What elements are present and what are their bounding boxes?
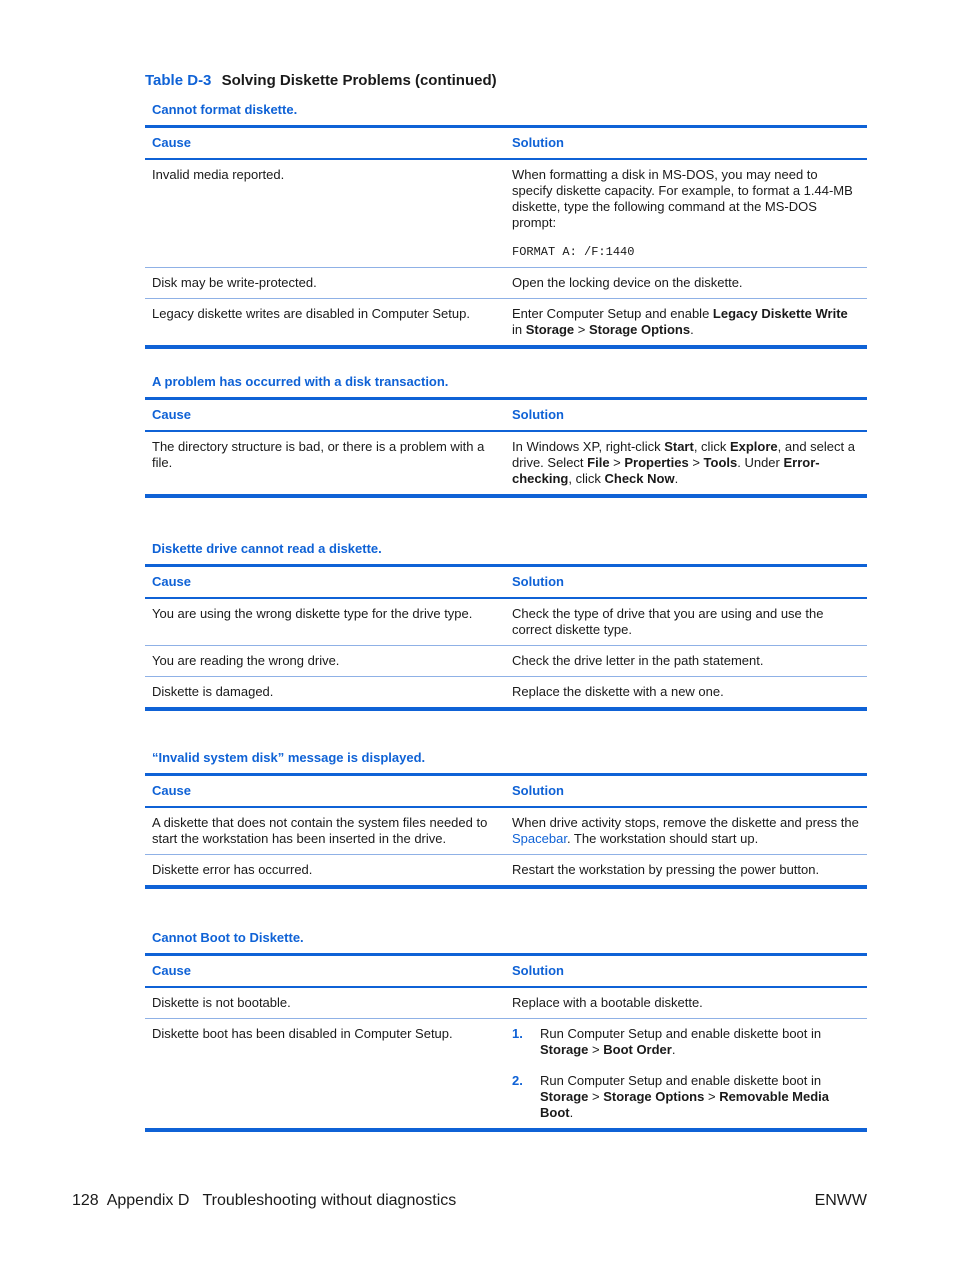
cause-header: Cause: [145, 399, 505, 432]
table-header-row: [145, 775, 867, 808]
table-row: [145, 855, 867, 888]
table-header-row: [145, 955, 867, 988]
troubleshooting-table: [145, 773, 867, 889]
table-caption: [145, 72, 497, 89]
cause-cell: Diskette is not bootable.: [145, 987, 505, 1019]
step-item: [512, 1026, 861, 1058]
step-number: 2.: [512, 1073, 523, 1088]
cause-cell: You are using the wrong diskette type for the drive type.: [145, 598, 505, 646]
cause-header: Cause: [145, 955, 505, 988]
table-row: [145, 987, 867, 1019]
table-header-row: [145, 399, 867, 432]
section-title: Cannot format diskette.: [152, 102, 298, 117]
table-row: [145, 646, 867, 677]
step-item: [512, 1073, 861, 1121]
table-row: [145, 159, 867, 268]
footer-page-info: 128 Appendix D Troubleshooting without diagnostics: [72, 1192, 457, 1209]
section-title: Diskette drive cannot read a diskette.: [152, 541, 382, 556]
solution-cell: Replace with a bootable diskette.: [505, 987, 867, 1019]
solution-cell: In Windows XP, right-click Start, click Explore, and select a drive. Select File > Properties > Tools. Under Error-checking, click Check Now.: [512, 439, 855, 486]
solution-header: Solution: [505, 399, 867, 432]
command-code: FORMAT A: /F:1440: [512, 245, 635, 259]
table-row: [145, 677, 867, 710]
solution-cell: [505, 159, 867, 268]
cause-header: Cause: [145, 127, 505, 160]
troubleshooting-table: [145, 397, 867, 498]
table-label: Table D-3: [145, 72, 212, 89]
cause-header: Cause: [145, 775, 505, 808]
table-row: [145, 431, 867, 496]
section-cannot-boot: [145, 930, 867, 1132]
solution-cell: Check the type of drive that you are using and use the correct diskette type.: [505, 598, 867, 646]
spacebar-link[interactable]: Spacebar: [512, 831, 567, 846]
table-row: [145, 268, 867, 299]
cause-cell: Invalid media reported.: [145, 159, 505, 268]
footer-locale: ENWW: [814, 1192, 867, 1209]
section-title: “Invalid system disk” message is displayed.: [152, 750, 426, 765]
troubleshooting-table: [145, 564, 867, 711]
step-number: 1.: [512, 1026, 523, 1041]
table-row: [145, 1019, 867, 1131]
solution-header: Solution: [505, 127, 867, 160]
solution-cell: Restart the workstation by pressing the power button.: [512, 862, 820, 877]
troubleshooting-table: [145, 125, 867, 349]
section-invalid-system-disk: [145, 750, 867, 889]
step-text: Run Computer Setup and enable diskette boot in Storage > Boot Order.: [540, 1026, 822, 1057]
solution-cell: Open the locking device on the diskette.: [505, 268, 867, 299]
troubleshooting-table: [145, 953, 867, 1132]
section-title: Cannot Boot to Diskette.: [152, 930, 304, 945]
cause-cell: Disk may be write-protected.: [145, 268, 505, 299]
solution-cell: Enter Computer Setup and enable Legacy Diskette Write in Storage > Storage Options.: [512, 306, 848, 337]
solution-cell: When drive activity stops, remove the diskette and press the Spacebar. The workstation should start up.: [505, 807, 867, 855]
section-title: A problem has occurred with a disk transaction.: [152, 374, 449, 389]
solution-header: Solution: [505, 566, 867, 599]
table-row: [145, 598, 867, 646]
solution-cell: Replace the diskette with a new one.: [512, 684, 724, 699]
solution-cell: Check the drive letter in the path statement.: [505, 646, 867, 677]
solution-header: Solution: [505, 775, 867, 808]
section-cannot-format: [145, 102, 867, 349]
section-cannot-read: [145, 541, 867, 711]
cause-cell: You are reading the wrong drive.: [145, 646, 505, 677]
cause-cell: A diskette that does not contain the system files needed to start the workstation has been inserted in the drive.: [145, 807, 505, 855]
cause-header: Cause: [145, 566, 505, 599]
table-header-row: [145, 566, 867, 599]
cause-cell: Diskette error has occurred.: [152, 862, 313, 877]
cause-cell: Diskette is damaged.: [152, 684, 274, 699]
table-title: Solving Diskette Problems (continued): [221, 72, 497, 89]
step-text: Run Computer Setup and enable diskette boot in Storage > Storage Options > Removable Media Boot.: [540, 1073, 830, 1120]
table-row: [145, 807, 867, 855]
solution-cell: [505, 1019, 867, 1131]
solution-text: When formatting a disk in MS-DOS, you may need to specify diskette capacity. For example, to format a 1.44-MB diskette, type the following command at the MS-DOS prompt:: [512, 167, 853, 230]
cause-cell: Legacy diskette writes are disabled in Computer Setup.: [152, 306, 470, 321]
section-disk-transaction: [145, 374, 867, 498]
table-header-row: [145, 127, 867, 160]
cause-cell: Diskette boot has been disabled in Computer Setup.: [152, 1026, 453, 1041]
solution-header: Solution: [505, 955, 867, 988]
page-footer: [72, 1192, 867, 1210]
cause-cell: The directory structure is bad, or there is a problem with a file.: [152, 439, 485, 470]
table-row: [145, 299, 867, 348]
